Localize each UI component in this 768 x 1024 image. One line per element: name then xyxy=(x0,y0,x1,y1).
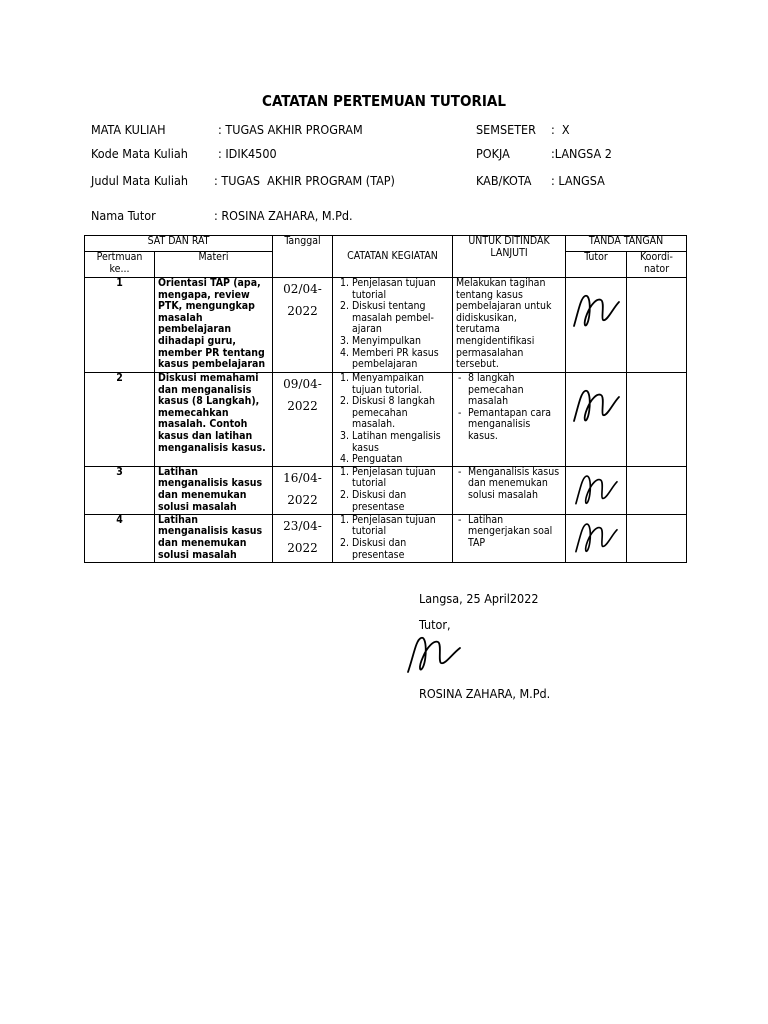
tindak-lanjut-item: - Menganalisis kasus dan menemukan solusi masalah xyxy=(468,467,562,502)
table-row xyxy=(85,278,687,373)
koordinator-signature-cell xyxy=(627,514,687,562)
row-kegiatan xyxy=(333,278,453,373)
row-tindak-lanjut xyxy=(453,514,566,562)
date-line-2: 2022 xyxy=(287,492,318,507)
tutor-signature-cell xyxy=(566,466,627,514)
koordinator-signature-cell xyxy=(627,466,687,514)
tindak-lanjut-item: - Latihan mengerjakan soal TAP xyxy=(468,515,562,550)
table-row xyxy=(85,373,687,467)
date-line-2: 2022 xyxy=(287,399,318,413)
row-number: 3 xyxy=(85,466,155,514)
header-sat-dan-rat: SAT DAN RAT xyxy=(85,236,273,252)
row-tindak-lanjut xyxy=(453,466,566,514)
row-materi: Latihan menganalisis kasus dan menemukan solusi masalah xyxy=(155,466,273,514)
date-line-1: 09/04- xyxy=(283,377,322,391)
row-materi: Latihan menganalisis kasus dan menemukan solusi masalah xyxy=(155,514,273,562)
kegiatan-item: 1. Penjelasan tujuan tutorial xyxy=(352,467,449,490)
kegiatan-item: 3. Menyimpulkan xyxy=(352,336,449,348)
row-materi: Diskusi memahami dan menganalisis kasus (8 Langkah), memecahkan masalah. Contoh kasus dan latihan menganalisis kasus. xyxy=(155,373,273,467)
row-kegiatan xyxy=(333,373,453,467)
row-date xyxy=(273,278,333,373)
table-row xyxy=(85,466,687,514)
pokja-value: :LANGSA 2 xyxy=(551,146,612,161)
kegiatan-item: 4. Penguatan xyxy=(352,454,449,466)
footer-signature xyxy=(404,632,466,676)
semester-value: : X xyxy=(551,122,570,137)
table-header-row xyxy=(85,236,687,252)
kabkota-label: KAB/KOTA xyxy=(476,173,532,188)
tutor-signature xyxy=(569,383,623,429)
tutor-signature xyxy=(569,288,623,334)
kegiatan-item: 1. Penjelasan tujuan tutorial xyxy=(352,515,449,538)
table-row xyxy=(85,514,687,562)
date-line-1: 02/04- xyxy=(283,282,322,296)
date-line-2: 2022 xyxy=(287,304,318,318)
tindak-lanjut-item: - 8 langkah pemecahan masalah xyxy=(468,373,562,408)
header-tanggal: Tanggal xyxy=(273,236,333,278)
signer-role: Tutor, xyxy=(419,617,451,632)
tutorial-table xyxy=(84,235,687,563)
kegiatan-item: 2. Diskusi dan presentase xyxy=(352,490,449,513)
row-materi: Orientasi TAP (apa, mengapa, review PTK, mengungkap masalah pembelajaran dihadapi guru, member PR tentang kasus pembelajaran xyxy=(155,278,273,373)
tutor-signature-cell xyxy=(566,373,627,467)
row-kegiatan xyxy=(333,466,453,514)
pokja-label: POKJA xyxy=(476,146,510,161)
tindak-lanjut-item: - Pemantapan cara menganalisis kasus. xyxy=(468,408,562,443)
kegiatan-item: 4. Memberi PR kasus pembelajaran xyxy=(352,348,449,371)
kegiatan-item: 3. Latihan mengalisis kasus xyxy=(352,431,449,454)
koordinator-signature-cell xyxy=(627,373,687,467)
row-tindak-lanjut: Melakukan tagihan tentang kasus pembelajaran untuk didiskusikan, terutama mengidentifikasi permasalahan tersebut. xyxy=(453,278,566,373)
header-tanda-tangan: TANDA TANGAN xyxy=(566,236,687,252)
semester-label: SEMSETER xyxy=(476,122,536,137)
row-tindak-lanjut xyxy=(453,373,566,467)
koordinator-signature-cell xyxy=(627,278,687,373)
tutor-signature-cell xyxy=(566,278,627,373)
mata-kuliah-label: MATA KULIAH xyxy=(91,122,166,137)
tutor-signature xyxy=(569,469,623,511)
row-date xyxy=(273,373,333,467)
row-number: 2 xyxy=(85,373,155,467)
kabkota-value: : LANGSA xyxy=(551,173,605,188)
row-number: 4 xyxy=(85,514,155,562)
document-title: CATATAN PERTEMUAN TUTORIAL xyxy=(262,92,506,110)
header-koordinator: Koordi-nator xyxy=(627,252,687,278)
kegiatan-item: 1. Penjelasan tujuan tutorial xyxy=(352,278,449,301)
judul-mata-kuliah-value: : TUGAS AKHIR PROGRAM (TAP) xyxy=(214,173,395,188)
place-date: Langsa, 25 April2022 xyxy=(419,591,539,606)
header-materi: Materi xyxy=(155,252,273,278)
kegiatan-item: 2. Diskusi 8 langkah pemecahan masalah. xyxy=(352,396,449,431)
header-tutor: Tutor xyxy=(566,252,627,278)
row-number: 1 xyxy=(85,278,155,373)
header-tindak-lanjut: UNTUK DITINDAK LANJUTI xyxy=(453,236,566,278)
mata-kuliah-value: : TUGAS AKHIR PROGRAM xyxy=(218,122,363,137)
kegiatan-item: 2. Diskusi dan presentase xyxy=(352,538,449,561)
header-catatan-kegiatan: CATATAN KEGIATAN xyxy=(333,236,453,278)
date-line-1: 16/04- xyxy=(283,470,322,485)
row-date xyxy=(273,514,333,562)
row-date xyxy=(273,466,333,514)
tutor-signature-cell xyxy=(566,514,627,562)
kegiatan-item: 1. Menyampaikan tujuan tutorial. xyxy=(352,373,449,396)
signer-name: ROSINA ZAHARA, M.Pd. xyxy=(419,686,551,701)
date-line-1: 23/04- xyxy=(283,518,322,533)
nama-tutor-value: : ROSINA ZAHARA, M.Pd. xyxy=(214,208,353,223)
kegiatan-item: 2. Diskusi tentang masalah pembel-ajaran xyxy=(352,301,449,336)
row-kegiatan xyxy=(333,514,453,562)
kode-mata-kuliah-label: Kode Mata Kuliah xyxy=(91,146,188,161)
nama-tutor-label: Nama Tutor xyxy=(91,208,156,223)
judul-mata-kuliah-label: Judul Mata Kuliah xyxy=(91,173,189,188)
header-pertemuan-ke: Pertmuan ke... xyxy=(85,252,155,278)
tutor-signature xyxy=(569,517,623,559)
date-line-2: 2022 xyxy=(287,540,318,555)
kode-mata-kuliah-value: : IDIK4500 xyxy=(218,146,277,161)
